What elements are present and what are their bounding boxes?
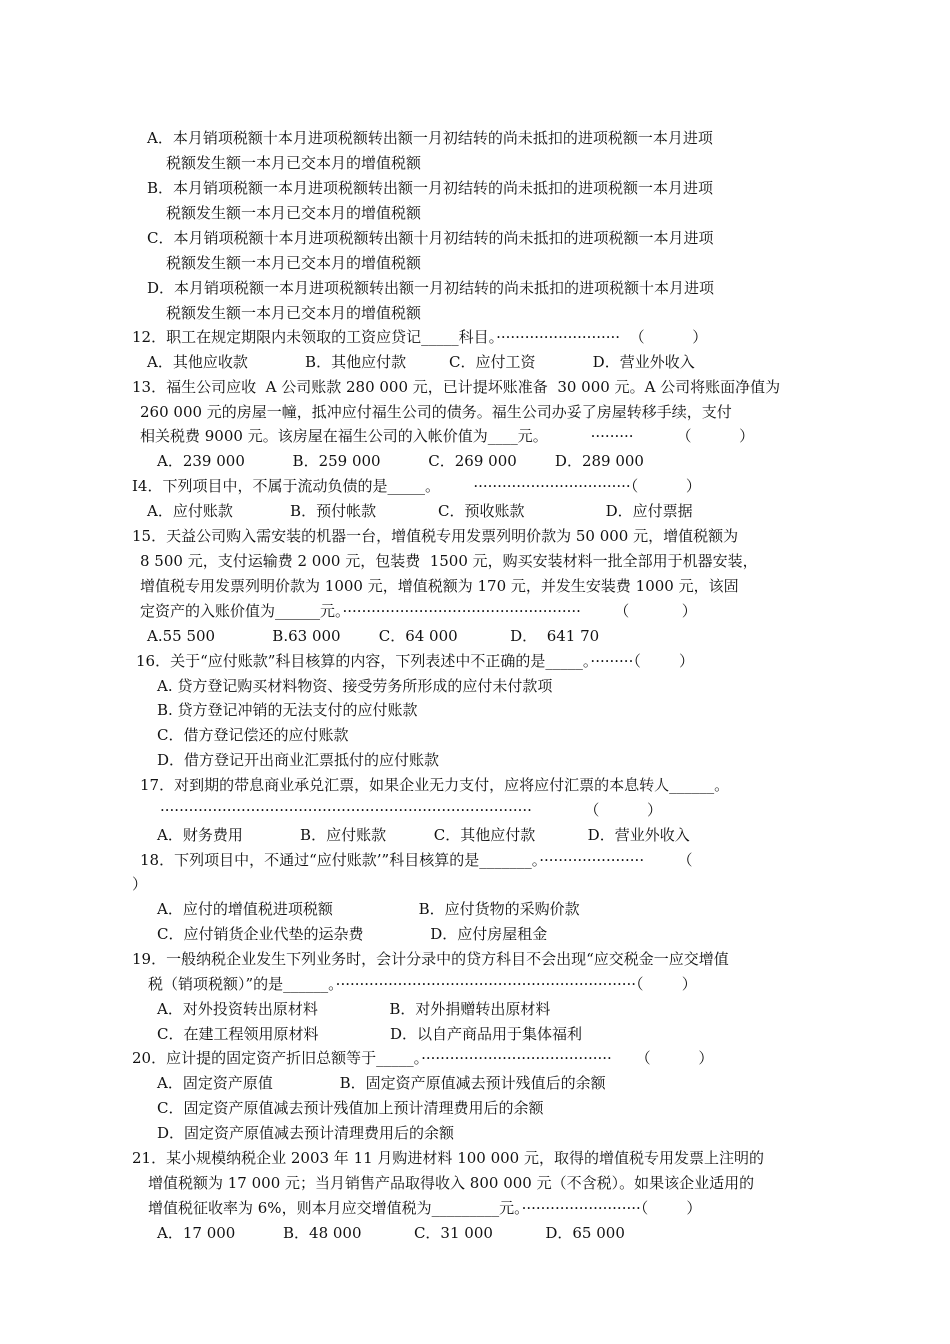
option-a-line2: 税额发生额一本月已交本月的增值税额 (166, 154, 422, 172)
option-b-line2: 税额发生额一本月已交本月的增值税额 (166, 204, 422, 222)
question-16-option-b: B. 贷方登记冲销的无法支付的应付账款 (157, 701, 418, 719)
question-21-line1: 21．某小规模纳税企业 2003 年 11 月购进材料 100 000 元，取得的增值税专用发票上注明的 (132, 1149, 764, 1167)
question-15-line1: 15．天益公司购入需安装的机器一台，增值税专用发票列明价款为 50 000 元，增值税额为 (132, 527, 739, 545)
question-19-options-ab: A．对外投资转出原材料 B．对外捐赠转出原材料 (157, 1000, 551, 1018)
question-18-options-ab: A．应付的增值税进项税额 B．应付货物的采购价款 (157, 900, 580, 918)
question-19-options-cd: C．在建工程领用原材料 D．以自产商品用于集体福利 (157, 1025, 583, 1043)
question-13-line1: 13．福生公司应收 A 公司账款 280 000 元，已计提坏账准备 30 000 元。A 公司将账面净值为 (132, 378, 781, 396)
option-d-line2: 税额发生额一本月已交本月的增值税额 (166, 304, 422, 322)
option-c-line2: 税额发生额一本月已交本月的增值税额 (166, 254, 422, 272)
option-c-line1: C．本月销项税额十本月进项税额转出额十月初结转的尚未抵扣的进项税额一本月进项 (147, 229, 714, 247)
question-20-options-ab: A．固定资产原值 B．固定资产原值减去预计残值后的余额 (157, 1074, 606, 1092)
question-20-option-c: C．固定资产原值减去预计残值加上预计清理费用后的余额 (157, 1099, 544, 1117)
question-16: 16．关于“应付账款”科目核算的内容，下列表述中不正确的是_____。·········（ ） (136, 652, 694, 670)
question-14: I4．下列项目中，不属于流动负债的是_____。 ·································（ ） (132, 477, 701, 495)
question-16-option-a: A. 贷方登记购买材料物资、接受劳务所形成的应付未付款项 (157, 677, 553, 695)
question-15-line4: 定资产的入账价值为______元。·················································· （ ） (140, 602, 697, 620)
question-16-option-c: C．借方登记偿还的应付账款 (157, 726, 349, 744)
question-16-option-d: D．借方登记开出商业汇票抵付的应付账款 (157, 751, 440, 769)
question-15-options: A.55 500 B.63 000 C．64 000 D． 641 70 (147, 627, 600, 645)
option-d-line1: D．本月销项税额一本月进项税额转出额一月初结转的尚未抵扣的进项税额十本月进项 (147, 279, 715, 297)
question-19-line2: 税（销项税额）”的是______。·······························································（ ） (148, 975, 697, 993)
question-19-line1: 19．一般纳税企业发生下列业务时，会计分录中的贷方科目不会出现“应交税金一应交增值 (132, 950, 729, 968)
question-20-option-d: D．固定资产原值减去预计清理费用后的余额 (157, 1124, 455, 1142)
question-17-dots: ·············································································· （ ） (160, 801, 663, 819)
question-15-line2: 8 500 元，支付运输费 2 000 元，包装费 1500 元，购买安装材料一批全部用于机器安装， (140, 552, 758, 570)
option-a-line1: A．本月销项税额十本月进项税额转出额一月初结转的尚未抵扣的进项税额一本月进项 (147, 129, 713, 147)
question-18: 18．下列项目中，不通过“应付账款’”科目核算的是_______。······················ （ (140, 851, 693, 869)
question-21-options: A．17 000 B．48 000 C．31 000 D．65 000 (157, 1224, 625, 1242)
question-13-options: A．239 000 B．259 000 C．269 000 D．289 000 (157, 452, 644, 470)
question-20: 20．应计提的固定资产折旧总额等于_____。········································ （ ） (132, 1049, 714, 1067)
question-21-line2: 增值税额为 17 000 元；当月销售产品取得收入 800 000 元（不含税）。如果该企业适用的 (148, 1174, 755, 1192)
question-13-line2: 260 000 元的房屋一幢，抵冲应付福生公司的债务。福生公司办妥了房屋转移手续，支付 (140, 403, 732, 421)
option-b-line1: B．本月销项税额一本月进项税额转出额一月初结转的尚未抵扣的进项税额一本月进项 (147, 179, 714, 197)
question-18-options-cd: C．应付销货企业代垫的运杂费 D．应付房屋租金 (157, 925, 548, 943)
question-13-line3: 相关税费 9000 元。该房屋在福生公司的入帐价值为____元。 ········· （ ） (140, 427, 755, 445)
question-14-options: A．应付账款 B．预付帐款 C．预收账款 D．应付票据 (147, 502, 693, 520)
question-15-line3: 增值税专用发票列明价款为 1000 元，增值税额为 170 元，并发生安装费 1000 元，该固 (140, 577, 739, 595)
question-18-paren: ） (132, 875, 148, 893)
question-12: 12．职工在规定期限内未领取的工资应贷记_____科目。·························· （ ） (132, 328, 708, 346)
question-17: 17．对到期的带息商业承兑汇票，如果企业无力支付，应将应付汇票的本息转人______。 (140, 776, 730, 794)
question-12-options: A．其他应收款 B．其他应付款 C．应付工资 D．营业外收入 (147, 353, 695, 371)
question-17-options: A．财务费用 B．应付账款 C．其他应付款 D．营业外收入 (157, 826, 690, 844)
question-21-line3: 增值税征收率为 6%，则本月应交增值税为_________元。·························（ ） (148, 1199, 702, 1217)
